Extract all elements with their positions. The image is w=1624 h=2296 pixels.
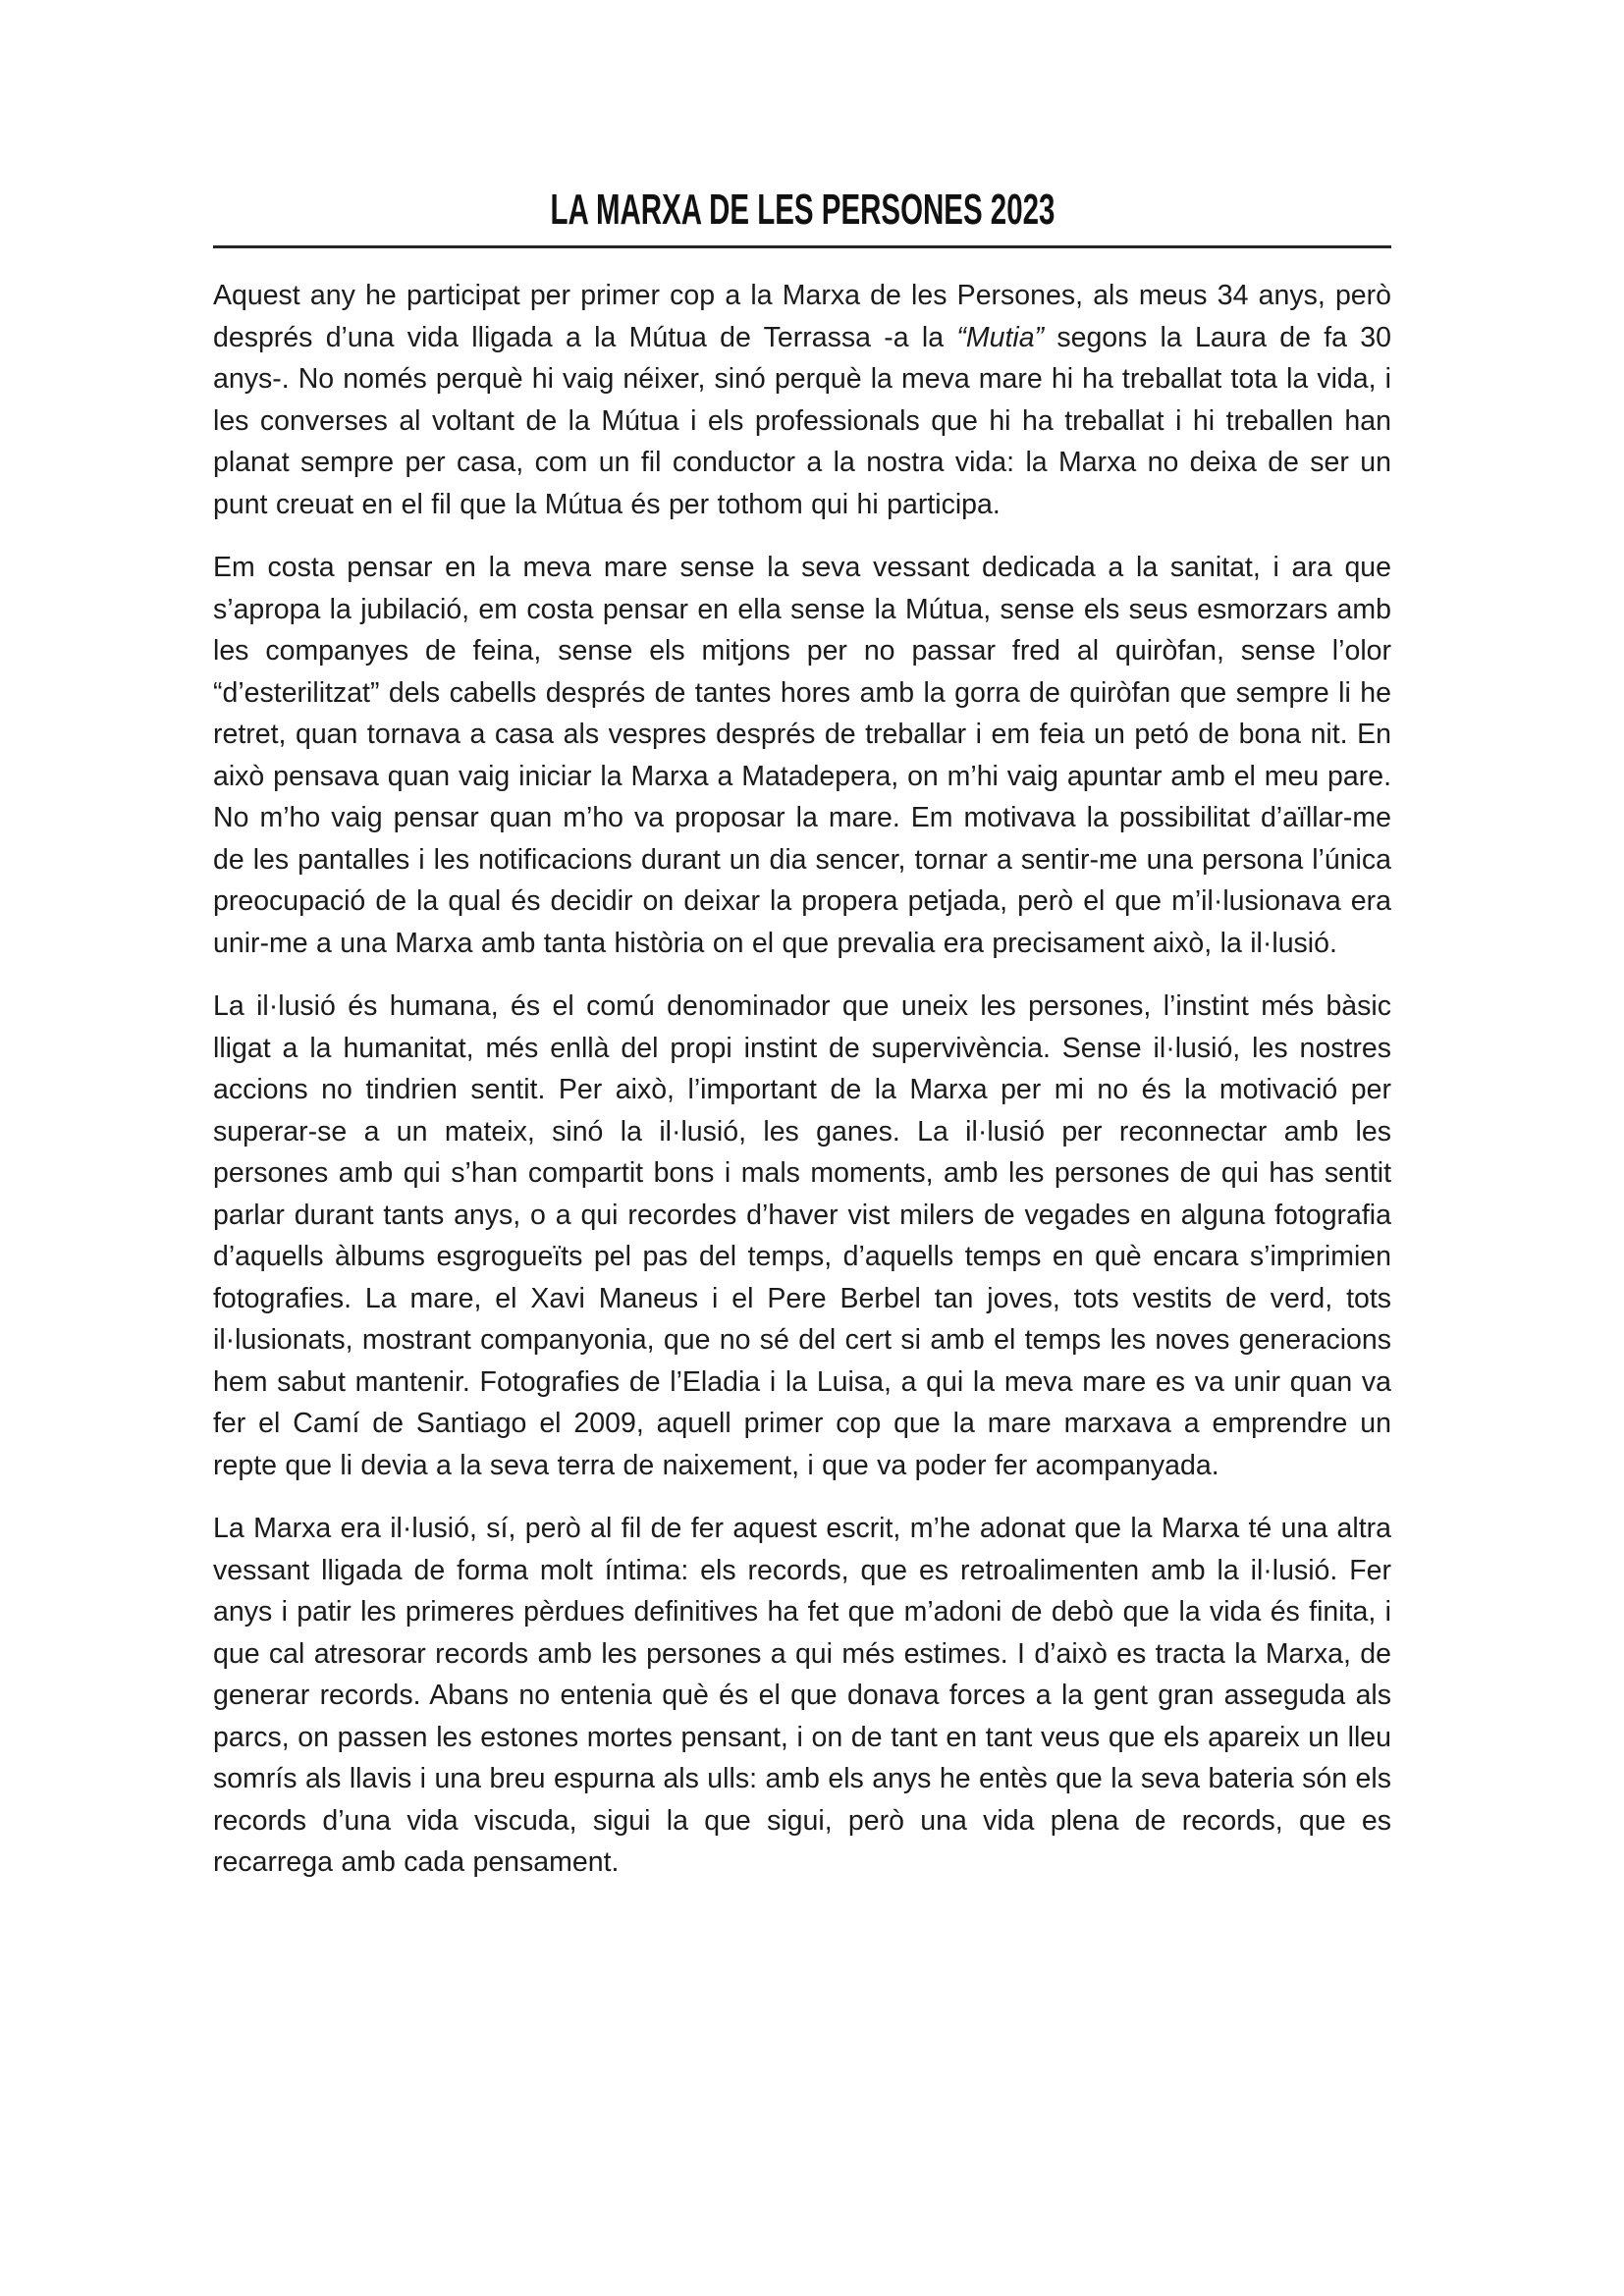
paragraph-text: Aquest any he participat per primer cop a la Marxa de les Persones, als meus 34 anys, però després d’una vida lligada a la Mútua de Terrassa -a la — [213, 280, 1391, 353]
paragraph — [213, 1508, 1391, 1884]
paragraph — [213, 986, 1391, 1486]
paragraph-text-italic: “Mutia” — [956, 321, 1045, 353]
paragraph-text: Em costa pensar en la meva mare sense la seva vessant dedicada a la sanitat, i ara que s’apropa la jubilació, em costa pensar en ella sense la Mútua, sense els seus esmorzars amb les companyes de feina, sense els mitjons per no passar fred al quiròfan, sense l’olor “d’esterilitzat” dels cabells després de tantes hores amb la gorra de quiròfan que sempre li he retret, quan tornava a casa als vespres després de treballar i em feia un petó de bona nit. En això pensava quan vaig iniciar la Marxa a Matadepera, on m’hi vaig apuntar amb el meu pare. No m’ho vaig pensar quan m’ho va proposar la mare. Em motivava la possibilitat d’aïllar-me de les pantalles i les notificacions durant un dia sencer, tornar a sentir-me una persona l’única preocupació de la qual és decidir on deixar la propera petjada, però el que m’il·lusionava era unir-me a una Marxa amb tanta història on el que prevalia era precisament això, la il·lusió. — [213, 552, 1391, 959]
document-header — [213, 187, 1391, 248]
paragraph — [213, 547, 1391, 964]
document-body — [213, 275, 1391, 1884]
paragraph-text: segons la Laura de fa 30 anys-. No només perquè hi vaig néixer, sinó perquè la meva mare hi ha treballat tota la vida, i les converses al voltant de la Mútua i els professionals que hi ha treballat i hi treballen han planat sempre per casa, com un fil conductor a la nostra vida: la Marxa no deixa de ser un punt creuat en el fil que la Mútua és per tothom qui hi participa. — [213, 321, 1392, 520]
paragraph-text: La il·lusió és humana, és el comú denominador que uneix les persones, l’instint més bàsic lligat a la humanitat, més enllà del propi instint de supervivència. Sense il·lusió, les nostres accions no tindrien sentit. Per això, l’important de la Marxa per mi no és la motivació per superar-se a un mateix, sinó la il·lusió, les ganes. La il·lusió per reconnectar amb les persones amb qui s’han compartit bons i mals moments, amb les persones de qui has sentit parlar durant tants anys, o a qui recordes d’haver vist milers de vegades en alguna fotografia d’aquells àlbums esgrogueïts pel pas del temps, d’aquells temps en què encara s’imprimien fotografies. La mare, el Xavi Maneus i el Pere Berbel tan joves, tots vestits de verd, tots il·lusionats, mostrant companyonia, que no sé del cert si amb el temps les noves generacions hem sabut mantenir. Fotografies de l’Eladia i la Luisa, a qui la meva mare es va unir quan va fer el Camí de Santiago el 2009, aquell primer cop que la mare marxava a emprendre un repte que li devia a la seva terra de naixement, i que va poder fer acompanyada. — [213, 990, 1391, 1481]
document-title: LA MARXA DE LES PERSONES 2023 — [550, 186, 1055, 234]
paragraph — [213, 275, 1391, 525]
paragraph-text: La Marxa era il·lusió, sí, però al fil de fer aquest escrit, m’he adonat que la Marxa té una altra vessant lligada de forma molt íntima: els records, que es retroalimenten amb la il·lusió. Fer anys i patir les primeres pèrdues definitives ha fet que m’adoni de debò que la vida és finita, i que cal atresorar records amb les persones a qui més estimes. I d’això es tracta la Marxa, de generar records. Abans no entenia què és el que donava forces a la gent gran asseguda als parcs, on passen les estones mortes pensant, i on de tant en tant veus que els apareix un lleu somrís als llavis i una breu espurna als ulls: amb els anys he entès que la seva bateria són els records d’una vida viscuda, sigui la que sigui, però una vida plena de records, que es recarrega amb cada pensament. — [213, 1513, 1391, 1879]
